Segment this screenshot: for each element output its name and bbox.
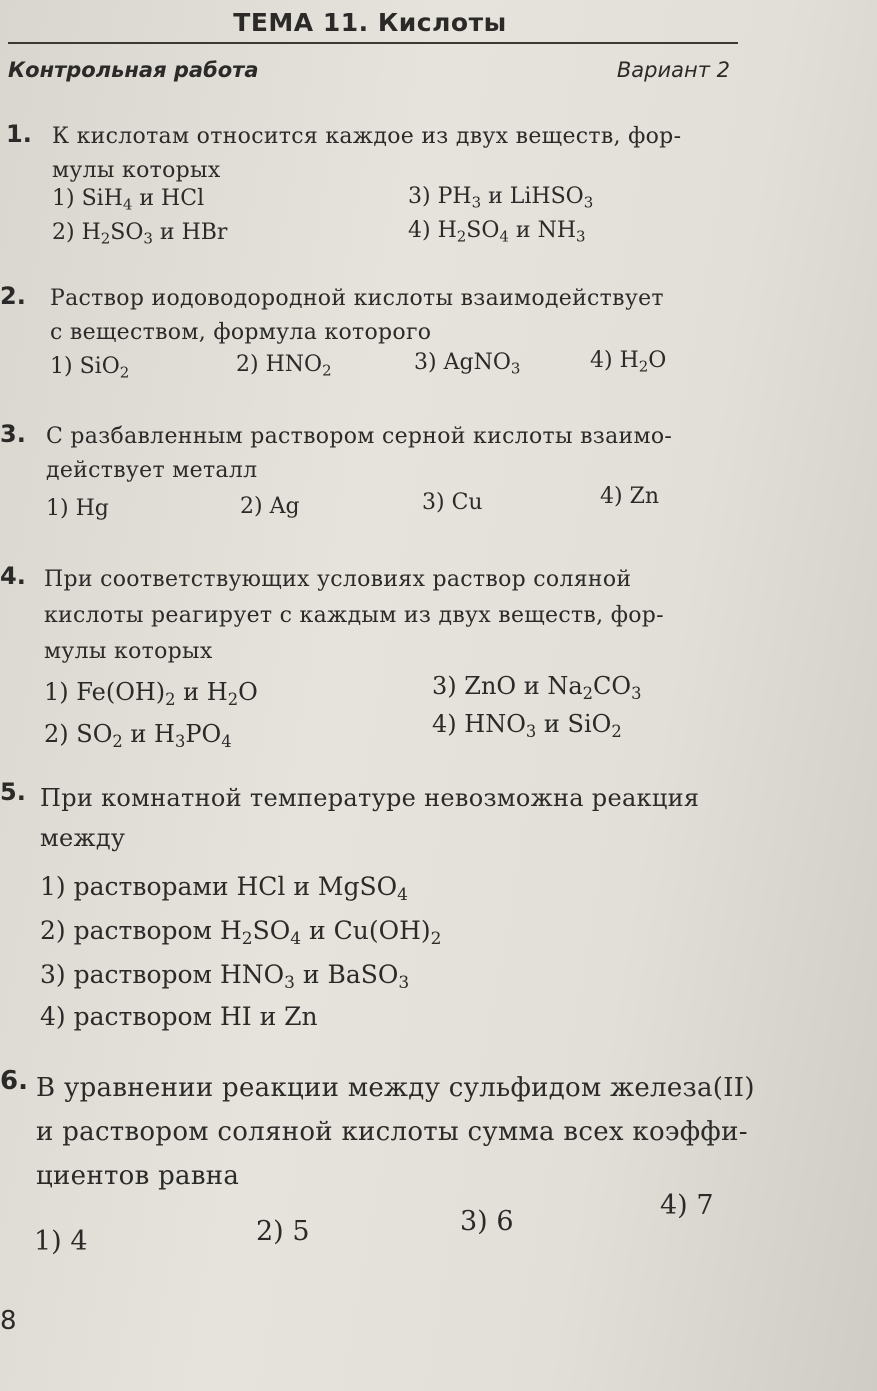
answer-option[interactable]: 3) $PH_3$ и LiHSO$_3$ bbox=[408, 184, 594, 212]
answer-option[interactable]: 2) Ag bbox=[240, 494, 300, 519]
question-number: 4. bbox=[0, 562, 26, 590]
answer-option[interactable]: 3) 6 bbox=[460, 1206, 514, 1237]
work-type: Контрольная работа bbox=[8, 58, 259, 82]
question-line: кислоты реагирует с каждым из двух веществ, фор- bbox=[44, 603, 664, 628]
question-line: с веществом, формула которого bbox=[50, 320, 432, 345]
subheader bbox=[8, 58, 730, 82]
answer-option[interactable]: 2) $HNO_2$ bbox=[236, 352, 332, 380]
variant-label: Вариант 2 bbox=[616, 58, 730, 82]
answer-option[interactable]: 1) Hg bbox=[46, 496, 109, 521]
answer-option[interactable]: 4) $H_2O$ bbox=[590, 348, 667, 376]
title-divider bbox=[8, 42, 738, 44]
question-line: действует металл bbox=[46, 458, 258, 483]
answer-option[interactable]: 3) ZnO и $Na_2CO_3$ bbox=[432, 672, 642, 703]
answer-option[interactable]: 4) $H_2SO_4$ и $NH_3$ bbox=[408, 218, 586, 246]
question-text bbox=[44, 562, 804, 670]
page-number: 8 bbox=[0, 1306, 17, 1336]
question-line: При соответствующих условиях раствор соляной bbox=[44, 567, 632, 592]
question-number: 2. bbox=[0, 282, 26, 310]
question-text bbox=[40, 778, 820, 858]
question-number: 5. bbox=[0, 778, 26, 806]
question-line: К кислотам относится каждое из двух веществ, фор- bbox=[52, 124, 682, 149]
question-text bbox=[46, 420, 766, 488]
answer-option[interactable]: 4) Zn bbox=[600, 484, 660, 509]
answer-option[interactable]: 1) SiH$_4$ и HCl bbox=[52, 186, 205, 214]
question-line: между bbox=[40, 824, 126, 852]
question-line: В уравнении реакции между сульфидом железа(II) bbox=[36, 1073, 755, 1103]
answer-option[interactable]: 2) раствором $H_2SO_4$ и $Cu(OH)_2$ bbox=[40, 916, 442, 950]
question-number: 1. bbox=[6, 120, 32, 148]
answer-option[interactable]: 3) AgNO$_3$ bbox=[414, 350, 521, 378]
answer-option[interactable]: 2) $H_2SO_3$ и HBr bbox=[52, 220, 228, 248]
answer-option[interactable]: 2) $SO_2$ и $H_3PO_4$ bbox=[44, 720, 232, 751]
answer-option[interactable]: 1) $Fe(OH)_2$ и $H_2O$ bbox=[44, 678, 258, 709]
question-number: 3. bbox=[0, 420, 26, 448]
question-number: 6. bbox=[0, 1066, 28, 1096]
question-text bbox=[50, 282, 770, 350]
question-line: мулы которых bbox=[44, 639, 213, 664]
answer-option[interactable]: 1) SiO$_2$ bbox=[50, 354, 130, 382]
question-text bbox=[36, 1066, 856, 1198]
answer-option[interactable]: 3) Cu bbox=[422, 490, 483, 515]
question-line: С разбавленным раствором серной кислоты взаимо- bbox=[46, 424, 673, 449]
answer-option[interactable]: 4) $HNO_3$ и SiO$_2$ bbox=[432, 710, 622, 741]
question-line: При комнатной температуре невозможна реакция bbox=[40, 784, 700, 812]
answer-option[interactable]: 3) раствором $HNO_3$ и BaSO$_3$ bbox=[40, 960, 410, 994]
question-text bbox=[52, 120, 772, 188]
topic-title: ТЕМА 11. Кислоты bbox=[233, 8, 507, 37]
question-line: мулы которых bbox=[52, 158, 221, 183]
question-line: Раствор иодоводородной кислоты взаимодействует bbox=[50, 286, 664, 311]
answer-option[interactable]: 1) 4 bbox=[34, 1226, 88, 1257]
answer-option[interactable]: 1) растворами HCl и MgSO$_4$ bbox=[40, 872, 408, 906]
answer-option[interactable]: 2) 5 bbox=[256, 1216, 310, 1247]
question-line: циентов равна bbox=[36, 1161, 240, 1191]
question-line: и раствором соляной кислоты сумма всех коэффи- bbox=[36, 1117, 748, 1147]
answer-option[interactable]: 4) раствором HI и Zn bbox=[40, 1002, 318, 1031]
answer-option[interactable]: 4) 7 bbox=[660, 1190, 714, 1221]
